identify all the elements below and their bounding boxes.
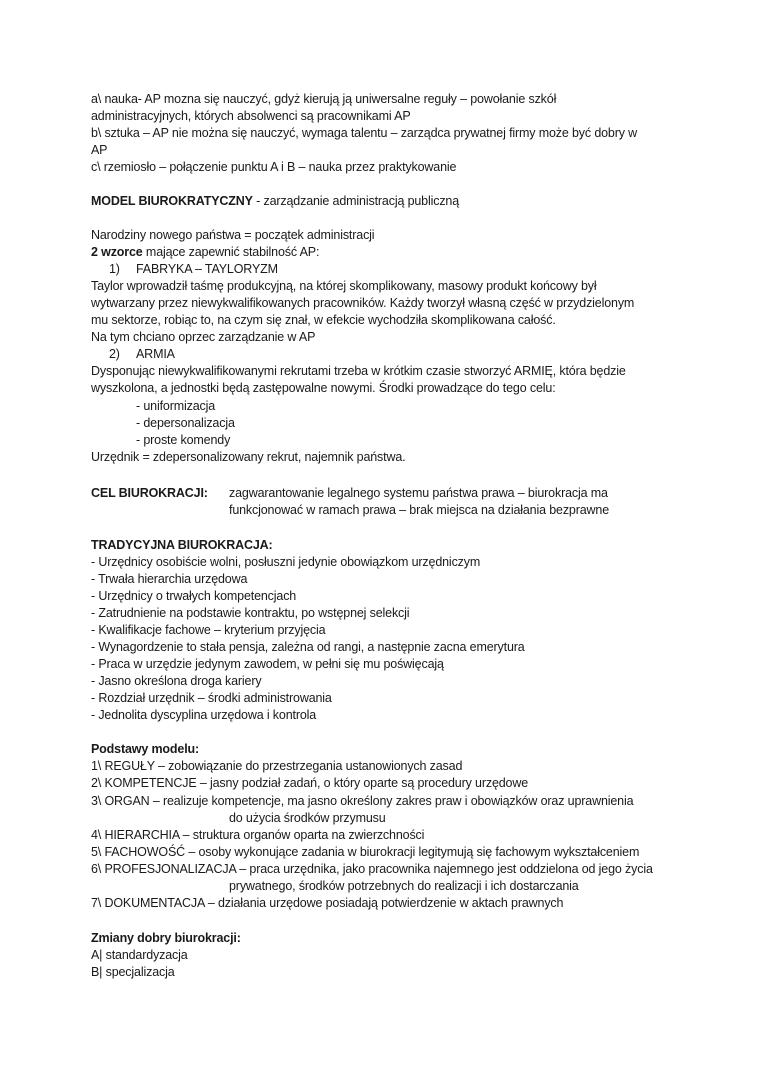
traditional-item: - Urzędnicy osobiście wolni, posłuszni jedynie obowiązkom urzędniczym	[91, 555, 481, 569]
taylor-line-1: Taylor wprowadził taśmę produkcyjną, na której skomplikowany, masowy produkt końcowy był	[91, 279, 597, 293]
model-heading: MODEL BIUROKRATYCZNY	[91, 194, 253, 208]
changes-heading: Zmiany dobry biurokracji:	[91, 931, 241, 945]
basis-item-2: 2\ KOMPETENCJE – jasny podział zadań, o który oparte są procedury urzędowe	[91, 776, 529, 790]
taylor-line-4: Na tym chciano oprzec zarządzanie w AP	[91, 330, 316, 344]
traditional-item: - Jasno określona droga kariery	[91, 674, 262, 688]
list-item-armia	[109, 346, 175, 363]
means-item-1: - uniformizacja	[136, 399, 216, 413]
taylor-line-3: mu sektorze, robiąc to, na czym się znał, w efekcie wychodziła skomplikowana całość.	[91, 313, 556, 327]
traditional-item: - Zatrudnienie na podstawie kontraktu, po wstępnej selekcji	[91, 606, 410, 620]
list-label: FABRYKA – TAYLORYZM	[136, 262, 278, 276]
means-item-2: - depersonalizacja	[136, 416, 235, 430]
list-number: 1)	[109, 262, 120, 276]
list-item-fabryka	[109, 261, 278, 278]
wzorce-rest: mające zapewnić stabilność AP:	[142, 245, 320, 259]
taylor-line-2: wytwarzany przez niewykwalifikowanych pracowników. Każdy tworzył własną część w przydzielonym	[91, 296, 635, 310]
traditional-item: - Trwała hierarchia urzędowa	[91, 572, 248, 586]
list-label: ARMIA	[136, 347, 175, 361]
list-number: 2)	[109, 347, 120, 361]
traditional-item: - Wynagordzenie to stała pensja, zależna od rangi, a następnie zacna emerytura	[91, 640, 525, 654]
model-heading-rest: - zarządzanie administracją publiczną	[252, 194, 460, 208]
basis-item-3: 3\ ORGAN – realizuje kompetencje, ma jasno określony zakres praw i obowiązków oraz uprawnienia	[91, 794, 634, 808]
goal-line-1: zagwarantowanie legalnego systemu państwa prawa – biurokracja ma	[229, 486, 608, 500]
basis-item-1: 1\ REGUŁY – zobowiązanie do przestrzegania ustanowionych zasad	[91, 759, 463, 773]
basis-item-6: 6\ PROFESJONALIZACJA – praca urzędnika, jako pracownika najemnego jest oddzielona od jego życia	[91, 862, 653, 876]
intro-b-line-1: b\ sztuka – AP nie można się nauczyć, wymaga talentu – zarządca prywatnej firmy może być dobry w	[91, 126, 638, 140]
basis-item-5: 5\ FACHOWOŚĆ – osoby wykonujące zadania w biurokracji legitymują się fachowym wykształceniem	[91, 845, 640, 859]
traditional-heading: TRADYCYJNA BIUROKRACJA:	[91, 538, 273, 552]
traditional-item: - Rozdział urzędnik – środki administrowania	[91, 691, 332, 705]
goal-label: CEL BIUROKRACJI:	[91, 486, 208, 500]
armia-line-1: Dysponując niewykwalifikowanymi rekrutami trzeba w krótkim czasie stworzyć ARMIĘ, która będzie	[91, 364, 626, 378]
basis-item-4: 4\ HIERARCHIA – struktura organów oparta na zwierzchności	[91, 828, 425, 842]
intro-b-line-2: AP	[91, 143, 108, 157]
traditional-item: - Kwalifikacje fachowe – kryterium przyjęcia	[91, 623, 326, 637]
changes-item-b: B| specjalizacja	[91, 965, 175, 979]
intro-a-line-1: a\ nauka- AP mozna się nauczyć, gdyż kierują ją uniwersalne reguły – powołanie szkół	[91, 92, 557, 106]
basis-item-6-cont: prywatnego, środków potrzebnych do realizacji i ich dostarczania	[229, 879, 579, 893]
basis-item-3-cont: do użycia środków przymusu	[229, 811, 386, 825]
goal-line-2: funkcjonować w ramach prawa – brak miejsca na działania bezprawne	[229, 503, 610, 517]
means-item-3: - proste komendy	[136, 433, 231, 447]
wzorce-line	[91, 244, 319, 261]
model-heading-line	[91, 193, 459, 210]
wzorce-bold: 2 wzorce	[91, 245, 143, 259]
intro-a-line-2: administracyjnych, których absolwenci są pracownikami AP	[91, 109, 411, 123]
basis-heading: Podstawy modelu:	[91, 742, 200, 756]
traditional-item: - Urzędnicy o trwałych kompetencjach	[91, 589, 297, 603]
armia-line-2: wyszkolona, a jednostki będą zastępowalne nowymi. Środki prowadzące do tego celu:	[91, 381, 556, 395]
traditional-item: - Jednolita dyscyplina urzędowa i kontrola	[91, 708, 317, 722]
intro-c-line: c\ rzemiosło – połączenie punktu A i B – nauka przez praktykowanie	[91, 160, 457, 174]
basis-item-7: 7\ DOKUMENTACJA – działania urzędowe posiadają potwierdzenie w aktach prawnych	[91, 896, 564, 910]
official-line: Urzędnik = zdepersonalizowany rekrut, najemnik państwa.	[91, 450, 406, 464]
changes-item-a: A| standardyzacja	[91, 948, 188, 962]
origins-line: Narodziny nowego państwa = początek administracji	[91, 228, 375, 242]
traditional-item: - Praca w urzędzie jedynym zawodem, w pełni się mu poświęcają	[91, 657, 444, 671]
